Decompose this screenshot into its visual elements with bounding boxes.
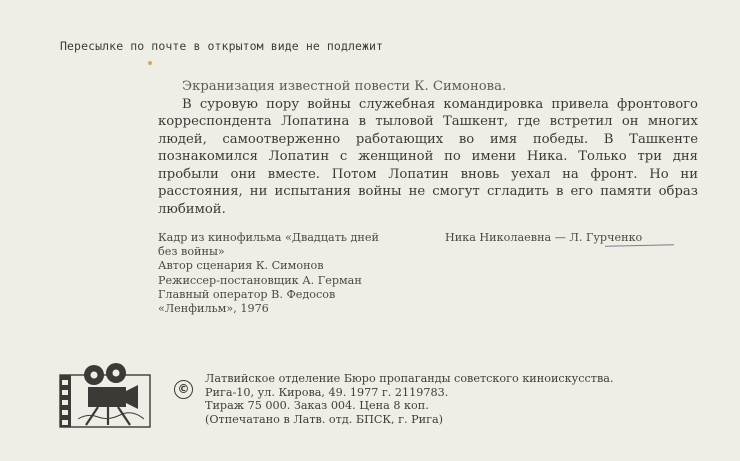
writer-credit: Автор сценария К. Симонов <box>158 259 324 273</box>
still-caption-line2: без войны» <box>158 245 225 259</box>
imprint-line-1: Латвийское отделение Бюро пропаганды советского киноискусства. <box>205 372 614 385</box>
handwritten-underline <box>605 244 674 246</box>
imprint-line-2: Рига-10, ул. Кирова, 49. 1977 г. 2119783. <box>205 385 449 399</box>
publisher-imprint <box>205 372 614 426</box>
director-credit: Режиссер-постановщик А. Герман <box>158 273 362 287</box>
still-caption-line1: Кадр из кинофильма «Двадцать дней <box>158 231 379 244</box>
description-intro: Экранизация известной повести К. Симонова. <box>182 79 507 94</box>
actor-caption: Ника Николаевна — Л. Гурченко <box>445 231 643 244</box>
studio-year: «Ленфильм», 1976 <box>158 302 269 316</box>
camera-credit: Главный оператор В. Федосов <box>158 287 336 301</box>
paper-stain <box>148 61 152 65</box>
imprint-line-4: (Отпечатано в Латв. отд. БПСК, г. Рига) <box>205 412 444 426</box>
film-description <box>158 78 698 218</box>
film-credits <box>158 231 379 316</box>
film-bureau-logo-icon <box>58 361 152 431</box>
mailing-notice: Пересылке по почте в открытом виде не подлежит <box>60 39 384 53</box>
imprint-line-3: Тираж 75 000. Заказ 004. Цена 8 коп. <box>205 399 429 412</box>
copyright-icon: © <box>174 380 193 399</box>
description-body: В суровую пору войны служебная командировка привела фронтового корреспондента Лопатина в тыловой Ташкент, где встретил он многих людей, самоотверженно работающих во имя победы. В Ташкенте познакомился Лопатин с женщиной по имени Ника. Только три дня пробыли они вместе. Потом Лопатин вновь уехал на фронт. Но ни расстояния, ни испытания войны не смогут сгладить в его памяти образ любимой. <box>158 96 698 217</box>
